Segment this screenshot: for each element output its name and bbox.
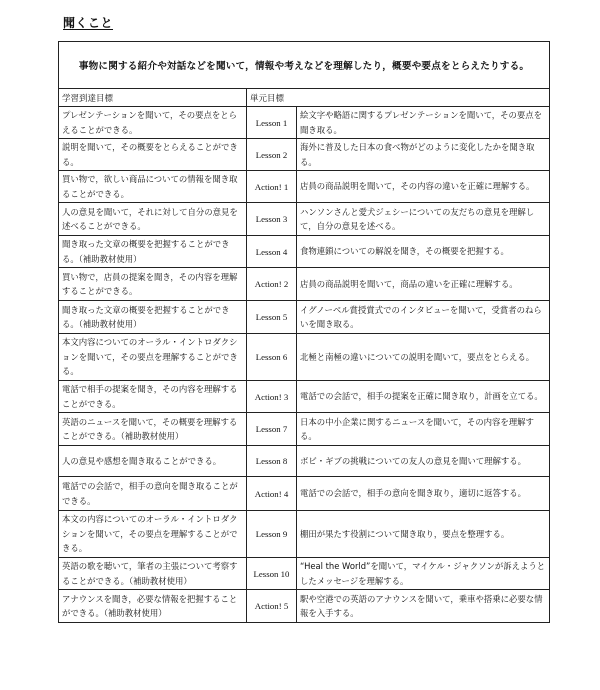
table-summary: 事物に関する紹介や対話などを聞いて，情報や考えなどを理解したり，概要や要点をとらえたりする。	[59, 42, 550, 89]
unit-cell: Lesson 2	[247, 139, 297, 171]
unit-target-cell: イグノーベル賞授賞式でのインタビューを聞いて，受賞者のねらいを聞き取る。	[297, 301, 550, 334]
table-row	[59, 413, 550, 446]
objective-cell: 電話で相手の提案を聞き，その内容を理解することができる。	[59, 381, 247, 413]
unit-target-cell: 棚田が果たす役割について聞き取り，要点を整理する。	[297, 511, 550, 558]
objective-cell: 買い物で，店員の提案を聞き，その内容を理解することができる。	[59, 268, 247, 301]
unit-target-cell: 店員の商品説明を聞いて，商品の違いを正確に理解する。	[297, 268, 550, 301]
table-row	[59, 590, 550, 623]
objective-cell: 聞き取った文章の概要を把握することができる。（補助教材使用）	[59, 236, 247, 268]
table-row	[59, 511, 550, 558]
table-row	[59, 268, 550, 301]
unit-cell: Lesson 3	[247, 203, 297, 236]
page-title: 聞くこと	[63, 16, 114, 30]
objective-cell: 人の意見や感想を聞き取ることができる。	[59, 446, 247, 477]
table-row	[59, 139, 550, 171]
unit-cell: Lesson 6	[247, 334, 297, 381]
unit-cell: Action! 3	[247, 381, 297, 413]
objective-cell: アナウンスを聞き，必要な情報を把握することができる。（補助教材使用）	[59, 590, 247, 623]
table-row	[59, 334, 550, 381]
unit-cell: Action! 5	[247, 590, 297, 623]
unit-target-cell: “Heal the World”を聞いて，マイケル・ジャクソンが訴えようとしたメッセージを理解する。	[297, 558, 550, 590]
unit-cell: Action! 1	[247, 171, 297, 203]
listening-goals-table	[58, 41, 550, 623]
unit-target-cell: 食物連鎖についての解説を聞き，その概要を把握する。	[297, 236, 550, 268]
unit-cell: Lesson 1	[247, 107, 297, 139]
header-unit: 単元目標	[247, 89, 550, 107]
objective-cell: 英語のニュースを聞いて，その概要を理解することができる。（補助教材使用）	[59, 413, 247, 446]
unit-cell: Action! 4	[247, 477, 297, 511]
header-objective: 学習到達目標	[59, 89, 247, 107]
objective-cell: 電話での会話で，相手の意向を聞き取ることができる。	[59, 477, 247, 511]
table-row	[59, 236, 550, 268]
table-header-row	[59, 89, 550, 107]
unit-cell: Lesson 5	[247, 301, 297, 334]
objective-cell: 人の意見を聞いて，それに対して自分の意見を述べることができる。	[59, 203, 247, 236]
table-row	[59, 171, 550, 203]
unit-target-cell: 日本の中小企業に関するニュースを聞いて，その内容を理解する。	[297, 413, 550, 446]
unit-target-cell: 店員の商品説明を聞いて，その内容の違いを正確に理解する。	[297, 171, 550, 203]
objective-cell: プレゼンテーションを聞いて，その要点をとらえることができる。	[59, 107, 247, 139]
unit-cell: Lesson 10	[247, 558, 297, 590]
table-row	[59, 107, 550, 139]
unit-cell: Lesson 9	[247, 511, 297, 558]
table-row	[59, 446, 550, 477]
unit-target-cell: 電話での会話で，相手の提案を正確に聞き取り，計画を立てる。	[297, 381, 550, 413]
table-row	[59, 477, 550, 511]
table-row	[59, 381, 550, 413]
unit-target-cell: 北極と南極の違いについての説明を聞いて，要点をとらえる。	[297, 334, 550, 381]
table-row	[59, 203, 550, 236]
unit-target-cell: 絵文字や略語に関するプレゼンテーションを聞いて，その要点を聞き取る。	[297, 107, 550, 139]
unit-target-cell: 駅や空港での英語のアナウンスを聞いて，乗車や搭乗に必要な情報を入手する。	[297, 590, 550, 623]
unit-target-cell: 海外に普及した日本の食べ物がどのように変化したかを聞き取る。	[297, 139, 550, 171]
objective-cell: 英語の歌を聴いて，筆者の主張について考察することができる。（補助教材使用）	[59, 558, 247, 590]
unit-target-cell: ボビ・ギブの挑戦についての友人の意見を聞いて理解する。	[297, 446, 550, 477]
unit-cell: Lesson 7	[247, 413, 297, 446]
unit-target-cell: 電話での会話で，相手の意向を聞き取り，適切に返答する。	[297, 477, 550, 511]
objective-cell: 聞き取った文章の概要を把握することができる。（補助教材使用）	[59, 301, 247, 334]
objective-cell: 買い物で，欲しい商品についての情報を聞き取ることができる。	[59, 171, 247, 203]
table-row	[59, 558, 550, 590]
objective-cell: 説明を聞いて，その概要をとらえることができる。	[59, 139, 247, 171]
unit-cell: Lesson 8	[247, 446, 297, 477]
unit-cell: Lesson 4	[247, 236, 297, 268]
objective-cell: 本文の内容についてのオーラル・イントロダクションを聞いて，その要点を理解することができる。	[59, 511, 247, 558]
table-row	[59, 301, 550, 334]
unit-cell: Action! 2	[247, 268, 297, 301]
unit-target-cell: ハンソンさんと愛犬ジェシーについての友だちの意見を理解して，自分の意見を述べる。	[297, 203, 550, 236]
objective-cell: 本文内容についてのオーラル・イントロダクションを聞いて，その要点を理解することができる。	[59, 334, 247, 381]
